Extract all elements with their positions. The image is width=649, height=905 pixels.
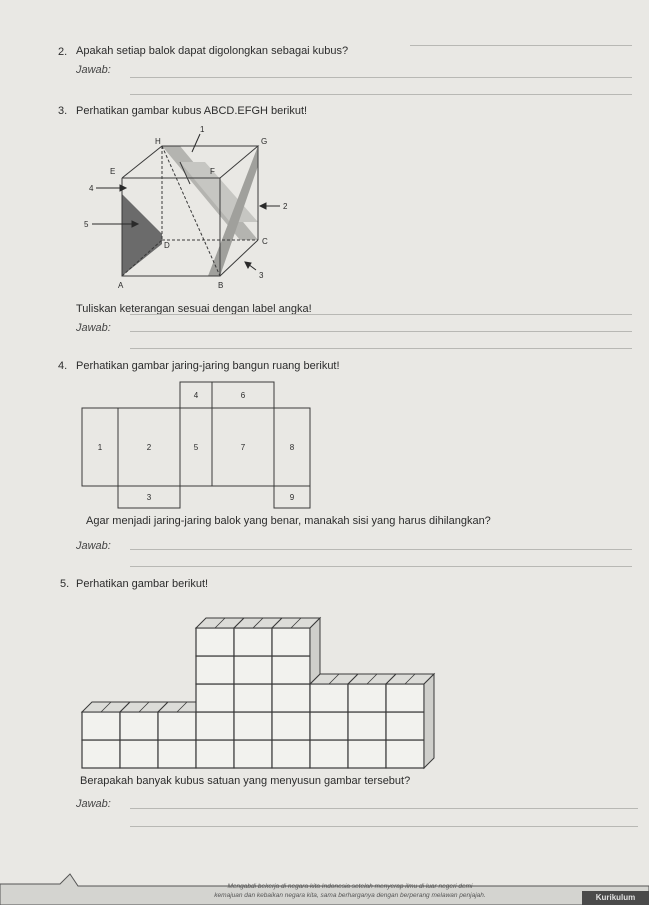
arrow-1 <box>192 134 200 152</box>
vertex-label-e: E <box>110 167 116 176</box>
unit-cube-face <box>196 712 234 740</box>
net-label: 1 <box>97 443 103 452</box>
unit-cube-face <box>348 740 386 768</box>
arrow-4-head <box>120 185 126 191</box>
unit-cube-face <box>310 684 348 712</box>
curriculum-tag: Kurikulum <box>582 891 649 905</box>
unit-cube-face <box>158 740 196 768</box>
unit-cube-face <box>272 712 310 740</box>
diagonal-strip <box>208 146 258 276</box>
unit-cube-face <box>120 712 158 740</box>
question-2-text: Apakah setiap balok dapat digolongkan sebagai kubus? <box>76 45 349 57</box>
question-4-text: Perhatikan gambar jaring-jaring bangun ruang berikut! <box>76 360 340 372</box>
vertex-label-a: A <box>118 281 124 290</box>
answer-line <box>130 348 632 349</box>
unit-cube-face <box>234 712 272 740</box>
net-label: 9 <box>289 493 295 502</box>
unit-cube-face <box>196 684 234 712</box>
unit-cube-side <box>424 674 434 768</box>
unit-cube-face <box>272 684 310 712</box>
question-2-answer-label: Jawab: <box>76 64 111 76</box>
unit-cube-face <box>196 656 234 684</box>
number-label-3: 3 <box>259 271 264 280</box>
unit-cube-face <box>310 740 348 768</box>
footer-quote <box>150 882 550 900</box>
answer-line <box>130 808 638 809</box>
unit-cube-face <box>234 656 272 684</box>
net-label: 3 <box>146 493 152 502</box>
footer-quote-line-2: kemajuan dan kebaikan negara kita, sama berharganya dengan berperang melawan penjajah. <box>214 892 486 899</box>
net-label: 4 <box>193 391 199 400</box>
net-label: 8 <box>289 443 295 452</box>
vertex-label-f: F <box>210 167 215 176</box>
unit-cube-face <box>310 712 348 740</box>
unit-cube-face <box>234 740 272 768</box>
vertex-label-d: D <box>164 241 170 250</box>
answer-line <box>130 331 632 332</box>
unit-cube-side <box>310 618 320 684</box>
unit-cube-face <box>272 656 310 684</box>
net-figure <box>80 380 320 510</box>
arrow-2-head <box>260 203 266 209</box>
unit-cube-face <box>196 628 234 656</box>
cube-figure <box>80 122 300 297</box>
question-2-number: 2. <box>58 46 68 58</box>
question-4-answer-label: Jawab: <box>76 540 111 552</box>
unit-cube-face <box>196 740 234 768</box>
unit-cube-face <box>386 684 424 712</box>
net-label: 7 <box>240 443 246 452</box>
question-5-text: Perhatikan gambar berikut! <box>76 578 209 590</box>
net-label: 6 <box>240 391 246 400</box>
shaded-face <box>122 194 162 276</box>
answer-line <box>130 549 632 550</box>
unit-cube-face <box>234 628 272 656</box>
net-label: 2 <box>146 443 152 452</box>
vertex-label-g: G <box>261 137 268 146</box>
answer-line <box>130 77 632 78</box>
unit-cube-face <box>82 712 120 740</box>
question-5-number: 5. <box>60 578 70 590</box>
answer-line <box>410 45 632 46</box>
unit-cube-face <box>120 740 158 768</box>
unit-cube-face <box>386 712 424 740</box>
question-5-answer-label: Jawab: <box>76 798 111 810</box>
footer-quote-line-1: Mengabdi bekerja di negara kita Indonesia setelah menyerap ilmu di luar negeri demi <box>227 883 473 890</box>
answer-line <box>130 94 632 95</box>
answer-line <box>130 566 632 567</box>
number-label-1: 1 <box>200 125 205 134</box>
net-label: 5 <box>193 443 199 452</box>
vertex-label-h: H <box>155 137 161 146</box>
question-4-number: 4. <box>58 360 68 372</box>
question-3-instruction: Tuliskan keterangan sesuai dengan label angka! <box>76 303 312 315</box>
question-3-text: Perhatikan gambar kubus ABCD.EFGH berikut! <box>76 105 308 117</box>
vertex-label-b: B <box>218 281 224 290</box>
unit-cube-face <box>158 712 196 740</box>
number-label-5: 5 <box>84 220 89 229</box>
answer-line <box>130 826 638 827</box>
question-4-question: Agar menjadi jaring-jaring balok yang benar, manakah sisi yang harus dihilangkan? <box>86 515 491 527</box>
unit-cube-face <box>348 712 386 740</box>
answer-line <box>130 314 632 315</box>
vertex-label-c: C <box>262 237 268 246</box>
question-3-answer-label: Jawab: <box>76 322 111 334</box>
unit-cube-face <box>348 684 386 712</box>
arrow-3-head <box>245 262 251 268</box>
cube-stack-figure <box>78 594 448 770</box>
number-label-4: 4 <box>89 184 94 193</box>
question-3-number: 3. <box>58 105 68 117</box>
question-5-question: Berapakah banyak kubus satuan yang menyusun gambar tersebut? <box>80 775 411 787</box>
unit-cube-face <box>386 740 424 768</box>
number-label-2: 2 <box>283 202 288 211</box>
unit-cube-face <box>234 684 272 712</box>
unit-cube-face <box>272 740 310 768</box>
unit-cube-face <box>82 740 120 768</box>
unit-cube-face <box>272 628 310 656</box>
